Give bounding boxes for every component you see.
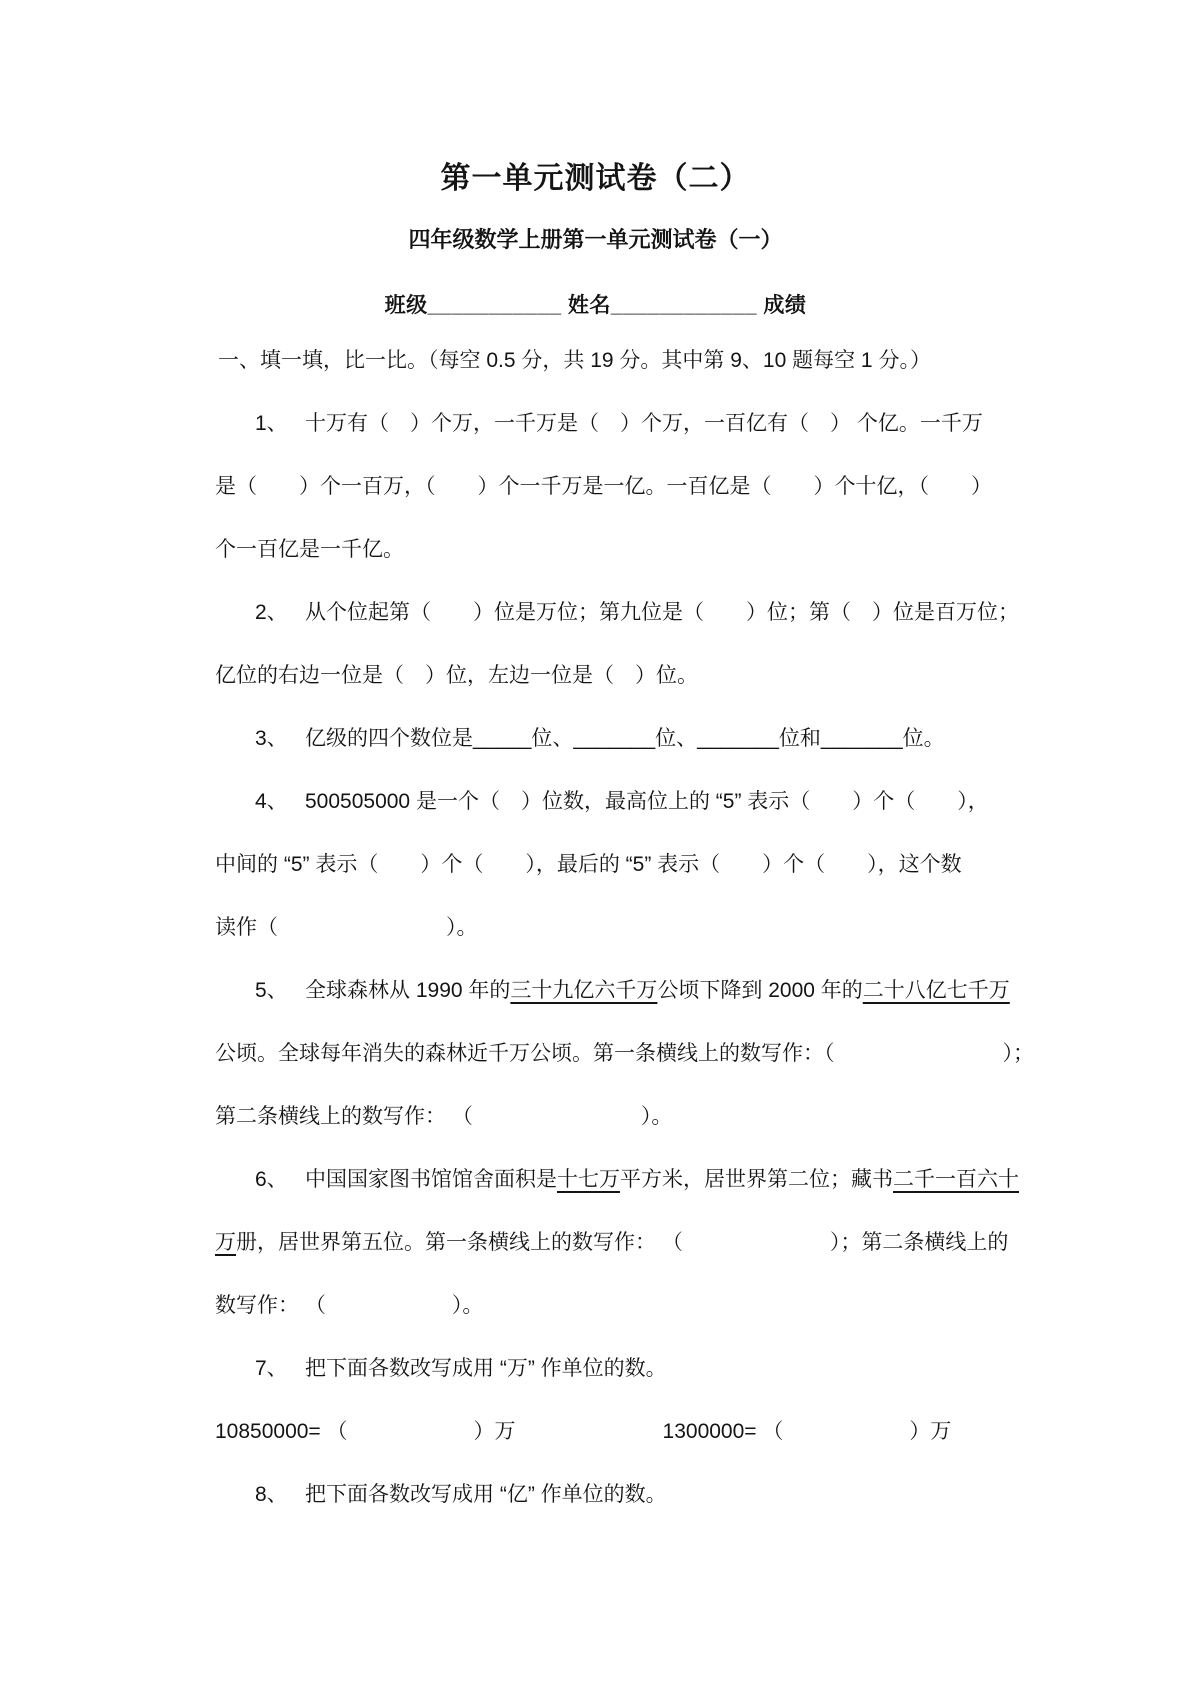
item-number: 3、: [255, 727, 288, 750]
text-segment: 册，居世界第五位。第一条横线上的数写作： （ ）；第二条横线上的: [236, 1231, 1009, 1254]
text-line: [215, 392, 1045, 455]
text-line: [215, 1463, 1045, 1526]
text-line: [215, 707, 1045, 770]
text-segment: 公顷下降到 2000 年的: [657, 979, 863, 1002]
text-segment: 平方米，居世界第二位；藏书: [620, 1168, 893, 1191]
text-segment: 十万有（ ）个万，一千万是（ ）个万，一百亿有（ ） 个亿。一千万: [305, 412, 983, 435]
underlined-segment: 万: [215, 1231, 236, 1254]
text-line: [215, 581, 1045, 644]
item-number: 7、: [255, 1357, 288, 1380]
text-line: [215, 833, 1045, 896]
text-segment: 个一百亿是一千亿。: [215, 538, 404, 561]
text-line: [215, 1211, 1045, 1274]
underlined-segment: 二千一百六十: [893, 1168, 1019, 1191]
text-segment: 中国国家图书馆馆舍面积是: [305, 1168, 557, 1191]
text-line: [215, 1148, 1045, 1211]
text-segment: 是（ ）个一百万，（ ）个一千万是一亿。一百亿是（ ）个十亿，（ ）: [215, 475, 992, 498]
text-segment: 第二条横线上的数写作： （ ）。: [215, 1105, 673, 1128]
text-line: [215, 1022, 1045, 1085]
text-segment: 从个位起第（ ）位是万位；第九位是（ ）位；第（ ）位是百万位；: [305, 601, 1019, 624]
text-line: [215, 644, 1045, 707]
text-segment: 公顷。全球每年消失的森林近千万公顷。第一条横线上的数写作：（ ）；: [215, 1042, 1034, 1065]
page-title: 第一单元测试卷（二）: [440, 162, 751, 195]
text-segment: 一、填一填，比一比。（每空 0.5 分，共 19 分。其中第 9、10 题每空 1 分。）: [218, 349, 931, 372]
text-segment: 中间的 “5” 表示（ ）个（ ），最后的 “5” 表示（ ）个（ ），这个数: [215, 853, 962, 876]
text-line: [215, 455, 1045, 518]
text-line: [218, 329, 1048, 392]
text-segment: 把下面各数改写成用 “亿” 作单位的数。: [305, 1483, 667, 1506]
page-subtitle: 四年级数学上册第一单元测试卷（一）: [408, 226, 783, 252]
text-segment: 500505000 是一个（ ）位数，最高位上的 “5” 表示（ ）个（ ），: [305, 790, 989, 813]
underlined-segment: 十七万: [557, 1168, 620, 1191]
text-segment: 10850000= （ ）万 1300000= （ ）万: [215, 1420, 952, 1443]
item-number: 1、: [255, 412, 288, 435]
text-line: [215, 1085, 1045, 1148]
underlined-segment: 三十九亿六千万: [510, 979, 658, 1002]
text-segment: 数写作： （ ）。: [215, 1294, 484, 1317]
item-number: 2、: [255, 601, 288, 624]
name-score-row: 班级___________ 姓名____________ 成绩: [384, 294, 807, 317]
text-line: [215, 1337, 1045, 1400]
text-segment: 亿位的右边一位是（ ）位，左边一位是（ ）位。: [215, 664, 698, 687]
text-segment: 读作（ ）。: [215, 916, 478, 939]
text-segment: 亿级的四个数位是_____位、_______位、_______位和_______位。: [305, 727, 945, 750]
text-line: [215, 896, 1045, 959]
item-number: 4、: [255, 790, 288, 813]
text-line: [215, 1400, 1045, 1463]
item-number: 8、: [255, 1483, 288, 1506]
underlined-segment: 二十八亿七千万: [862, 979, 1010, 1002]
text-line: [215, 518, 1045, 581]
text-segment: 把下面各数改写成用 “万” 作单位的数。: [305, 1357, 667, 1380]
item-number: 6、: [255, 1168, 288, 1191]
text-line: [215, 959, 1045, 1022]
text-line: [215, 770, 1045, 833]
item-number: 5、: [255, 979, 288, 1002]
text-line: [215, 1274, 1045, 1337]
text-segment: 全球森林从 1990 年的: [305, 979, 511, 1002]
